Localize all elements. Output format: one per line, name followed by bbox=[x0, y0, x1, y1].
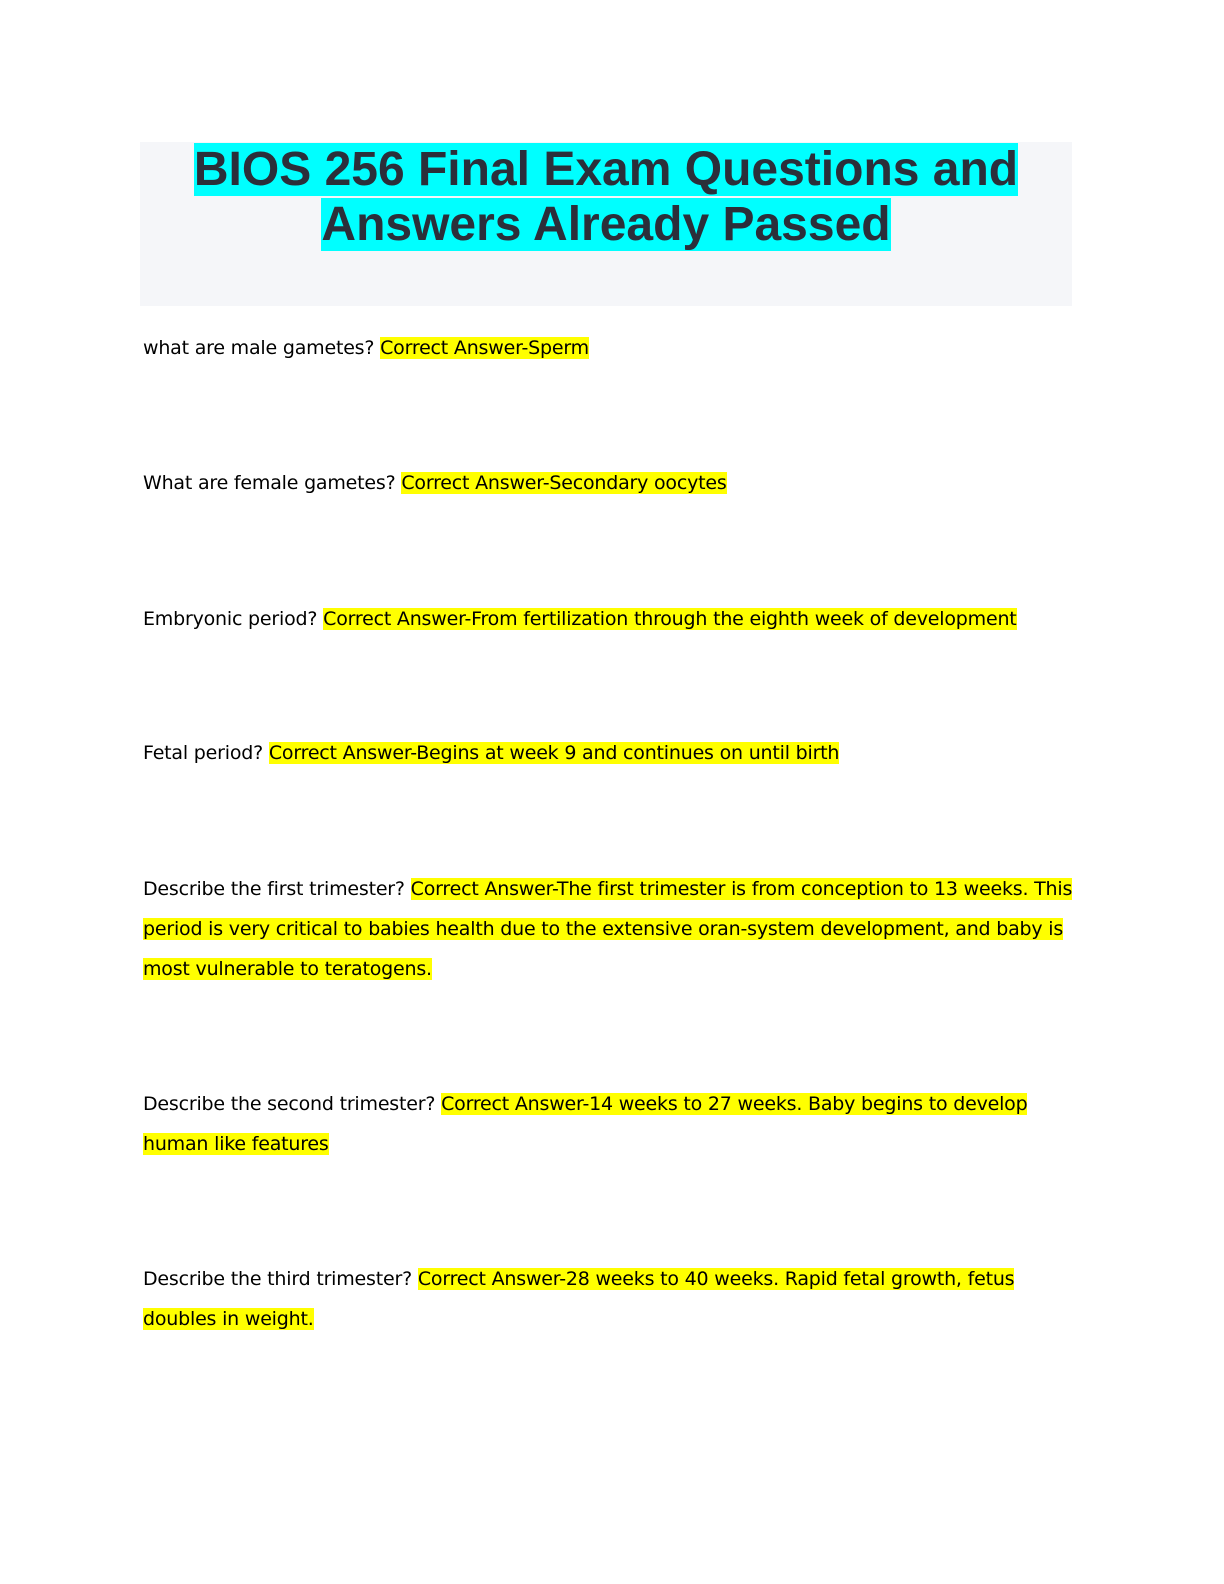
title-line-2: Answers Already Passed bbox=[321, 198, 891, 251]
question-text: What are female gametes? bbox=[143, 472, 396, 494]
answer-text: Correct Answer-From fertilization through the eighth week of development bbox=[323, 608, 1017, 630]
answer-text: Correct Answer-28 weeks to 40 weeks. Rapid fetal growth, fetus doubles in weight. bbox=[143, 1268, 1015, 1330]
answer-text: Correct Answer-Secondary oocytes bbox=[401, 472, 727, 494]
title-panel bbox=[140, 142, 1072, 306]
document-title bbox=[140, 142, 1072, 252]
question-text: Describe the first trimester? bbox=[143, 878, 405, 900]
answer-text: Correct Answer-Begins at week 9 and continues on until birth bbox=[268, 742, 840, 764]
qa-item bbox=[143, 328, 1073, 368]
question-text: Fetal period? bbox=[143, 742, 264, 764]
answer-text: Correct Answer-The first trimester is from conception to 13 weeks. This period is very critical to babies health due to the extensive oran-system development, and baby is most vulnerable to teratogens. bbox=[143, 878, 1073, 980]
question-text: Describe the third trimester? bbox=[143, 1268, 412, 1290]
qa-item bbox=[143, 463, 1073, 503]
answer-text: Correct Answer-Sperm bbox=[380, 337, 589, 359]
qa-item bbox=[143, 599, 1073, 639]
qa-item bbox=[143, 1084, 1073, 1164]
qa-item bbox=[143, 869, 1073, 989]
question-text: what are male gametes? bbox=[143, 337, 375, 359]
question-text: Describe the second trimester? bbox=[143, 1093, 436, 1115]
qa-item bbox=[143, 1259, 1073, 1339]
question-text: Embryonic period? bbox=[143, 608, 318, 630]
qa-item bbox=[143, 733, 1073, 773]
title-line-1: BIOS 256 Final Exam Questions and bbox=[193, 143, 1019, 196]
answer-text: Correct Answer-14 weeks to 27 weeks. Baby begins to develop human like features bbox=[143, 1093, 1028, 1155]
